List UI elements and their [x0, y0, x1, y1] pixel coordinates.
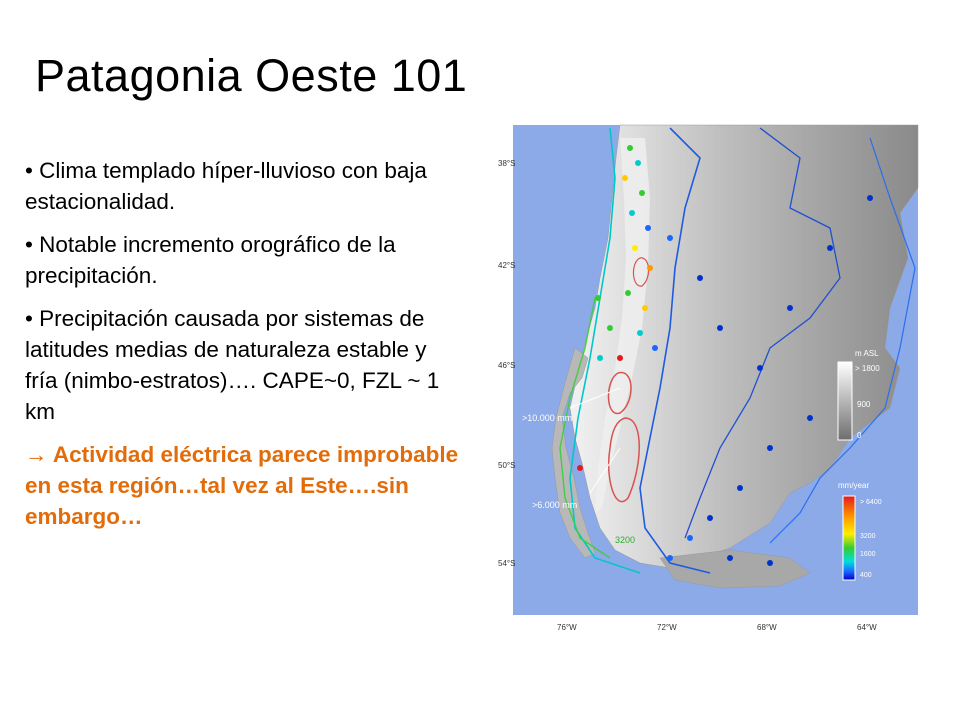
lat-label: 54°S [498, 559, 516, 568]
precip-legend-label: 3200 [860, 533, 876, 540]
lat-label: 50°S [498, 461, 516, 470]
lon-label: 68°W [757, 623, 777, 632]
lat-label: 38°S [498, 159, 516, 168]
bullet-text: Clima templado híper-lluvioso con baja estacionalidad. [25, 158, 427, 214]
bullet-item [25, 303, 465, 427]
conclusion-body: Actividad eléctrica parece improbable en esta región…tal vez al Este….sin embargo… [25, 442, 459, 529]
precip-legend-label: 1600 [860, 551, 876, 558]
bullet-marker: • [25, 232, 33, 257]
bullet-marker: • [25, 306, 33, 331]
precip-legend-label: > 6400 [860, 499, 882, 506]
elev-legend-label: 900 [857, 400, 871, 409]
bullet-text: Notable incremento orográfico de la precipitación. [25, 232, 396, 288]
bullet-list [25, 155, 465, 544]
slide-title: Patagonia Oeste 101 [35, 50, 468, 101]
bullet-item [25, 229, 465, 291]
bullet-text: Precipitación causada por sistemas de latitudes medias de naturaleza estable y fría (nimbo-estratos)…. CAPE~0, FZL ~ 1 km [25, 306, 440, 424]
elev-legend-bar [838, 362, 852, 440]
precip-legend-bar [843, 496, 855, 580]
elev-legend-label: > 1800 [855, 364, 880, 373]
lat-label: 42°S [498, 261, 516, 270]
precip-legend-title: mm/year [838, 481, 870, 490]
elev-legend-title: m ASL [855, 349, 879, 358]
annotation-10000: >10.000 mm [522, 413, 573, 423]
arrow-icon: → [25, 442, 48, 467]
lon-label: 72°W [657, 623, 677, 632]
lon-label: 76°W [557, 623, 577, 632]
annotation-3200: 3200 [615, 535, 636, 545]
lon-label: 64°W [857, 623, 877, 632]
precip-legend-label: 400 [860, 572, 872, 579]
annotation-6000: >6.000 mm [532, 500, 578, 510]
precipitation-map [470, 118, 930, 638]
bullet-item [25, 155, 465, 217]
lat-label: 46°S [498, 361, 516, 370]
conclusion-text [25, 439, 465, 532]
elev-legend-label: 0 [857, 431, 862, 440]
bullet-marker: • [25, 158, 33, 183]
